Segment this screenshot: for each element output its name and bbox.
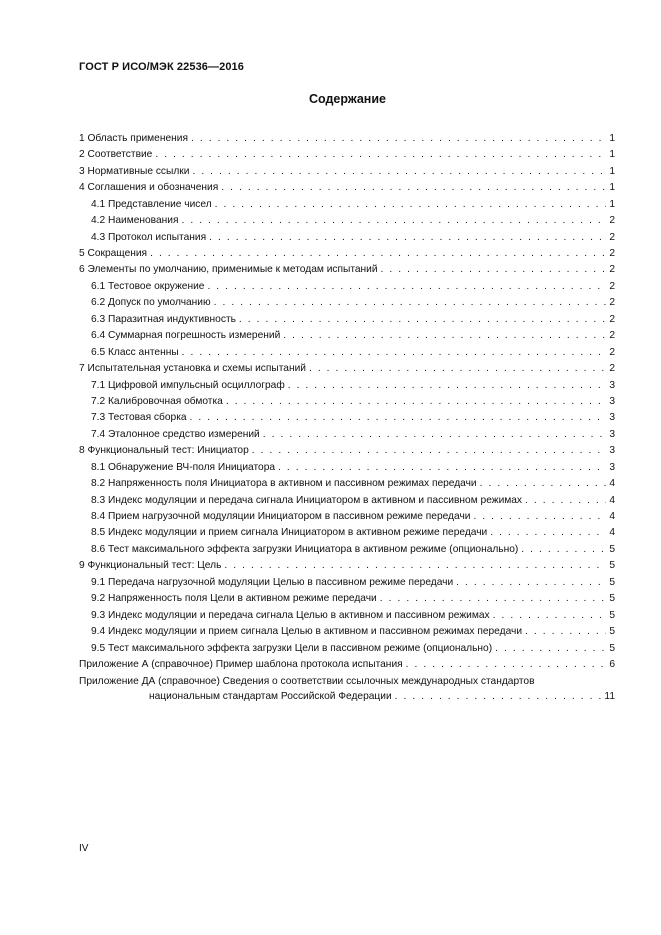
toc-entry[interactable] bbox=[79, 246, 615, 262]
toc-entry-text: 9.3 Индекс модуляции и передача сигнала Целью в активном и пассивном режимах bbox=[91, 609, 490, 621]
dot-leader bbox=[221, 180, 606, 196]
dot-leader bbox=[155, 147, 606, 163]
toc-entry-text: 6.3 Паразитная индуктивность bbox=[91, 313, 236, 325]
dot-leader bbox=[521, 542, 606, 558]
toc-entry[interactable] bbox=[79, 164, 615, 180]
toc-entry-text: 1 Область применения bbox=[79, 132, 188, 144]
toc-page-number: 2 bbox=[609, 264, 615, 276]
toc-page-number: 1 bbox=[609, 132, 615, 144]
toc-page-number: 2 bbox=[609, 297, 615, 309]
toc-entry-text: 4.1 Представление чисел bbox=[91, 198, 212, 210]
dot-leader bbox=[181, 213, 606, 229]
toc-entry-text: 8.2 Напряженность поля Инициатора в активном и пассивном режимах передачи bbox=[91, 478, 477, 490]
toc-entry[interactable] bbox=[79, 575, 615, 591]
toc-entry-text: 9 Функциональный тест: Цель bbox=[79, 560, 222, 572]
toc-entry-text: 9.5 Тест максимального эффекта загрузки Цели в пассивном режиме (опционально) bbox=[91, 642, 493, 654]
toc-entry[interactable] bbox=[79, 624, 615, 640]
toc-entry[interactable] bbox=[79, 526, 615, 542]
dot-leader bbox=[288, 378, 607, 394]
toc-entry[interactable] bbox=[79, 641, 615, 657]
dot-leader bbox=[214, 295, 607, 311]
toc-entry[interactable] bbox=[79, 295, 615, 311]
toc-page-number: 2 bbox=[609, 313, 615, 325]
dot-leader bbox=[191, 131, 606, 147]
toc-page-number: 2 bbox=[609, 215, 615, 227]
toc-entry-text: 8 Функциональный тест: Инициатор bbox=[79, 445, 249, 457]
toc-page-number: 5 bbox=[609, 626, 615, 638]
toc-page-number: 6 bbox=[609, 658, 615, 670]
toc-entry[interactable] bbox=[79, 147, 615, 163]
dot-leader bbox=[215, 197, 607, 213]
toc-entry-text: 4 Соглашения и обозначения bbox=[79, 182, 219, 194]
dot-leader bbox=[309, 361, 606, 377]
toc-entry-text: 3 Нормативные ссылки bbox=[79, 165, 190, 177]
toc-entry[interactable] bbox=[79, 608, 615, 624]
dot-leader bbox=[207, 279, 606, 295]
toc-entry-text: 9.4 Индекс модуляции и прием сигнала Целью в активном и пассивном режимах передачи bbox=[91, 626, 523, 638]
toc-entry-text: 7.3 Тестовая сборка bbox=[91, 412, 187, 424]
toc-page-number: 5 bbox=[609, 543, 615, 555]
toc-entry-text: 6 Элементы по умолчанию, применимые к методам испытаний bbox=[79, 264, 378, 276]
dot-leader bbox=[406, 657, 607, 673]
toc-entry-text: 7.2 Калибровочная обмотка bbox=[91, 395, 223, 407]
toc-entry-text: 8.4 Прием нагрузочной модуляции Инициатором в пассивном режиме передачи bbox=[91, 511, 471, 523]
toc-entry[interactable] bbox=[79, 361, 615, 377]
toc-entry-text: 8.6 Тест максимального эффекта загрузки Инициатора в активном режиме (опционально) bbox=[91, 543, 519, 555]
toc-page-number: 4 bbox=[609, 511, 615, 523]
toc-page-number: 3 bbox=[609, 412, 615, 424]
toc-page-number: 11 bbox=[604, 691, 615, 703]
toc-entry[interactable] bbox=[79, 460, 615, 476]
toc-entry-text: 7.1 Цифровой импульсный осциллограф bbox=[91, 379, 285, 391]
toc-entry-text: 6.4 Суммарная погрешность измерений bbox=[91, 330, 281, 342]
toc-entry[interactable] bbox=[79, 213, 615, 229]
dot-leader bbox=[473, 509, 606, 525]
toc-entry-text: Приложение А (справочное) Пример шаблона протокола испытания bbox=[79, 658, 403, 670]
dot-leader bbox=[395, 689, 602, 705]
toc-page-number: 5 bbox=[609, 609, 615, 621]
toc-entry[interactable] bbox=[79, 657, 615, 673]
dot-leader bbox=[525, 493, 606, 509]
toc-entry[interactable] bbox=[79, 197, 615, 213]
toc-page-number: 1 bbox=[609, 165, 615, 177]
toc-entry[interactable] bbox=[79, 410, 615, 426]
toc-entry[interactable] bbox=[79, 279, 615, 295]
toc-entry-text: 8.5 Индекс модуляции и прием сигнала Инициатором в активном режиме передачи bbox=[91, 527, 488, 539]
toc-entry-text: 9.1 Передача нагрузочной модуляции Целью в пассивном режиме передачи bbox=[91, 576, 454, 588]
toc-page-number: 5 bbox=[609, 593, 615, 605]
dot-leader bbox=[456, 575, 606, 591]
toc-page-number: 2 bbox=[609, 280, 615, 292]
dot-leader bbox=[381, 262, 607, 278]
toc-entry-text: 8.3 Индекс модуляции и передача сигнала Инициатором в активном и пассивном режимах bbox=[91, 494, 523, 506]
toc-entry[interactable] bbox=[79, 394, 615, 410]
dot-leader bbox=[209, 230, 606, 246]
toc-entry[interactable] bbox=[79, 493, 615, 509]
toc-entry[interactable] bbox=[79, 328, 615, 344]
toc-page-number: 3 bbox=[609, 379, 615, 391]
toc-page-number: 2 bbox=[609, 346, 615, 358]
toc-entry[interactable] bbox=[79, 312, 615, 328]
toc-entry-text: 8.1 Обнаружение ВЧ-поля Инициатора bbox=[91, 461, 276, 473]
toc-entry[interactable] bbox=[79, 591, 615, 607]
dot-leader bbox=[224, 558, 606, 574]
toc-page-number: 2 bbox=[609, 231, 615, 243]
toc-entry-text: 6.1 Тестовое окружение bbox=[91, 280, 205, 292]
toc-entry[interactable] bbox=[79, 230, 615, 246]
dot-leader bbox=[182, 345, 607, 361]
toc-page-number: 1 bbox=[609, 149, 615, 161]
toc-entry[interactable] bbox=[79, 427, 615, 443]
toc-entry-text: 6.5 Класс антенны bbox=[91, 346, 179, 358]
toc-entry-text: национальным стандартам Российской Федерации bbox=[149, 691, 392, 703]
dot-leader bbox=[480, 476, 607, 492]
toc-page-number: 3 bbox=[609, 461, 615, 473]
dot-leader bbox=[150, 246, 606, 262]
dot-leader bbox=[525, 624, 606, 640]
toc-entry-text: 7 Испытательная установка и схемы испытаний bbox=[79, 363, 306, 375]
toc-page-number: 5 bbox=[609, 642, 615, 654]
toc-list bbox=[79, 131, 615, 673]
toc-entry-text: Приложение ДА (справочное) Сведения о соответствии ссылочных международных стандартов bbox=[79, 676, 535, 688]
toc-entry-text: 5 Сокращения bbox=[79, 248, 148, 260]
toc-entry[interactable] bbox=[79, 378, 615, 394]
toc-entry-text: 4.2 Наименования bbox=[91, 215, 179, 227]
toc-page-number: 3 bbox=[609, 445, 615, 457]
toc-page-number: 5 bbox=[609, 576, 615, 588]
toc-entry-text: 7.4 Эталонное средство измерений bbox=[91, 428, 260, 440]
document-header: ГОСТ Р ИСО/МЭК 22536—2016 bbox=[79, 61, 244, 73]
toc-entry[interactable] bbox=[79, 476, 615, 492]
toc-page-number: 4 bbox=[609, 478, 615, 490]
toc-page-number: 4 bbox=[609, 494, 615, 506]
toc-page-number: 2 bbox=[609, 363, 615, 375]
toc-entry-text: 2 Соответствие bbox=[79, 149, 153, 161]
dot-leader bbox=[192, 164, 606, 180]
dot-leader bbox=[278, 460, 606, 476]
toc-page-number: 3 bbox=[609, 395, 615, 407]
dot-leader bbox=[190, 410, 607, 426]
toc-entry-appendix-da[interactable] bbox=[79, 674, 615, 705]
toc-page-number: 1 bbox=[609, 182, 615, 194]
dot-leader bbox=[283, 328, 606, 344]
toc-page-number: 2 bbox=[609, 330, 615, 342]
toc-entry-text: 4.3 Протокол испытания bbox=[91, 231, 207, 243]
toc-page-number: 4 bbox=[609, 527, 615, 539]
toc-entry[interactable] bbox=[79, 558, 615, 574]
toc-entry[interactable] bbox=[79, 345, 615, 361]
toc-entry[interactable] bbox=[79, 443, 615, 459]
dot-leader bbox=[226, 394, 607, 410]
toc-page-number: 1 bbox=[609, 198, 615, 210]
toc-entry-text: 6.2 Допуск по умолчанию bbox=[91, 297, 211, 309]
toc-entry-text: 9.2 Напряженность поля Цели в активном режиме передачи bbox=[91, 593, 377, 605]
toc-entry[interactable] bbox=[79, 131, 615, 147]
toc-entry[interactable] bbox=[79, 542, 615, 558]
dot-leader bbox=[239, 312, 606, 328]
dot-leader bbox=[493, 608, 607, 624]
dot-leader bbox=[263, 427, 607, 443]
dot-leader bbox=[380, 591, 607, 607]
page-title: Содержание bbox=[308, 92, 386, 106]
toc-entry[interactable] bbox=[79, 180, 615, 196]
toc-entry[interactable] bbox=[79, 509, 615, 525]
toc-page-number: 2 bbox=[609, 248, 615, 260]
page-number-footer: IV bbox=[79, 843, 89, 854]
toc-page-number: 3 bbox=[609, 428, 615, 440]
dot-leader bbox=[495, 641, 606, 657]
dot-leader bbox=[252, 443, 607, 459]
toc-entry[interactable] bbox=[79, 263, 615, 279]
dot-leader bbox=[490, 525, 606, 541]
toc-page-number: 5 bbox=[609, 560, 615, 572]
table-of-contents bbox=[79, 131, 615, 706]
